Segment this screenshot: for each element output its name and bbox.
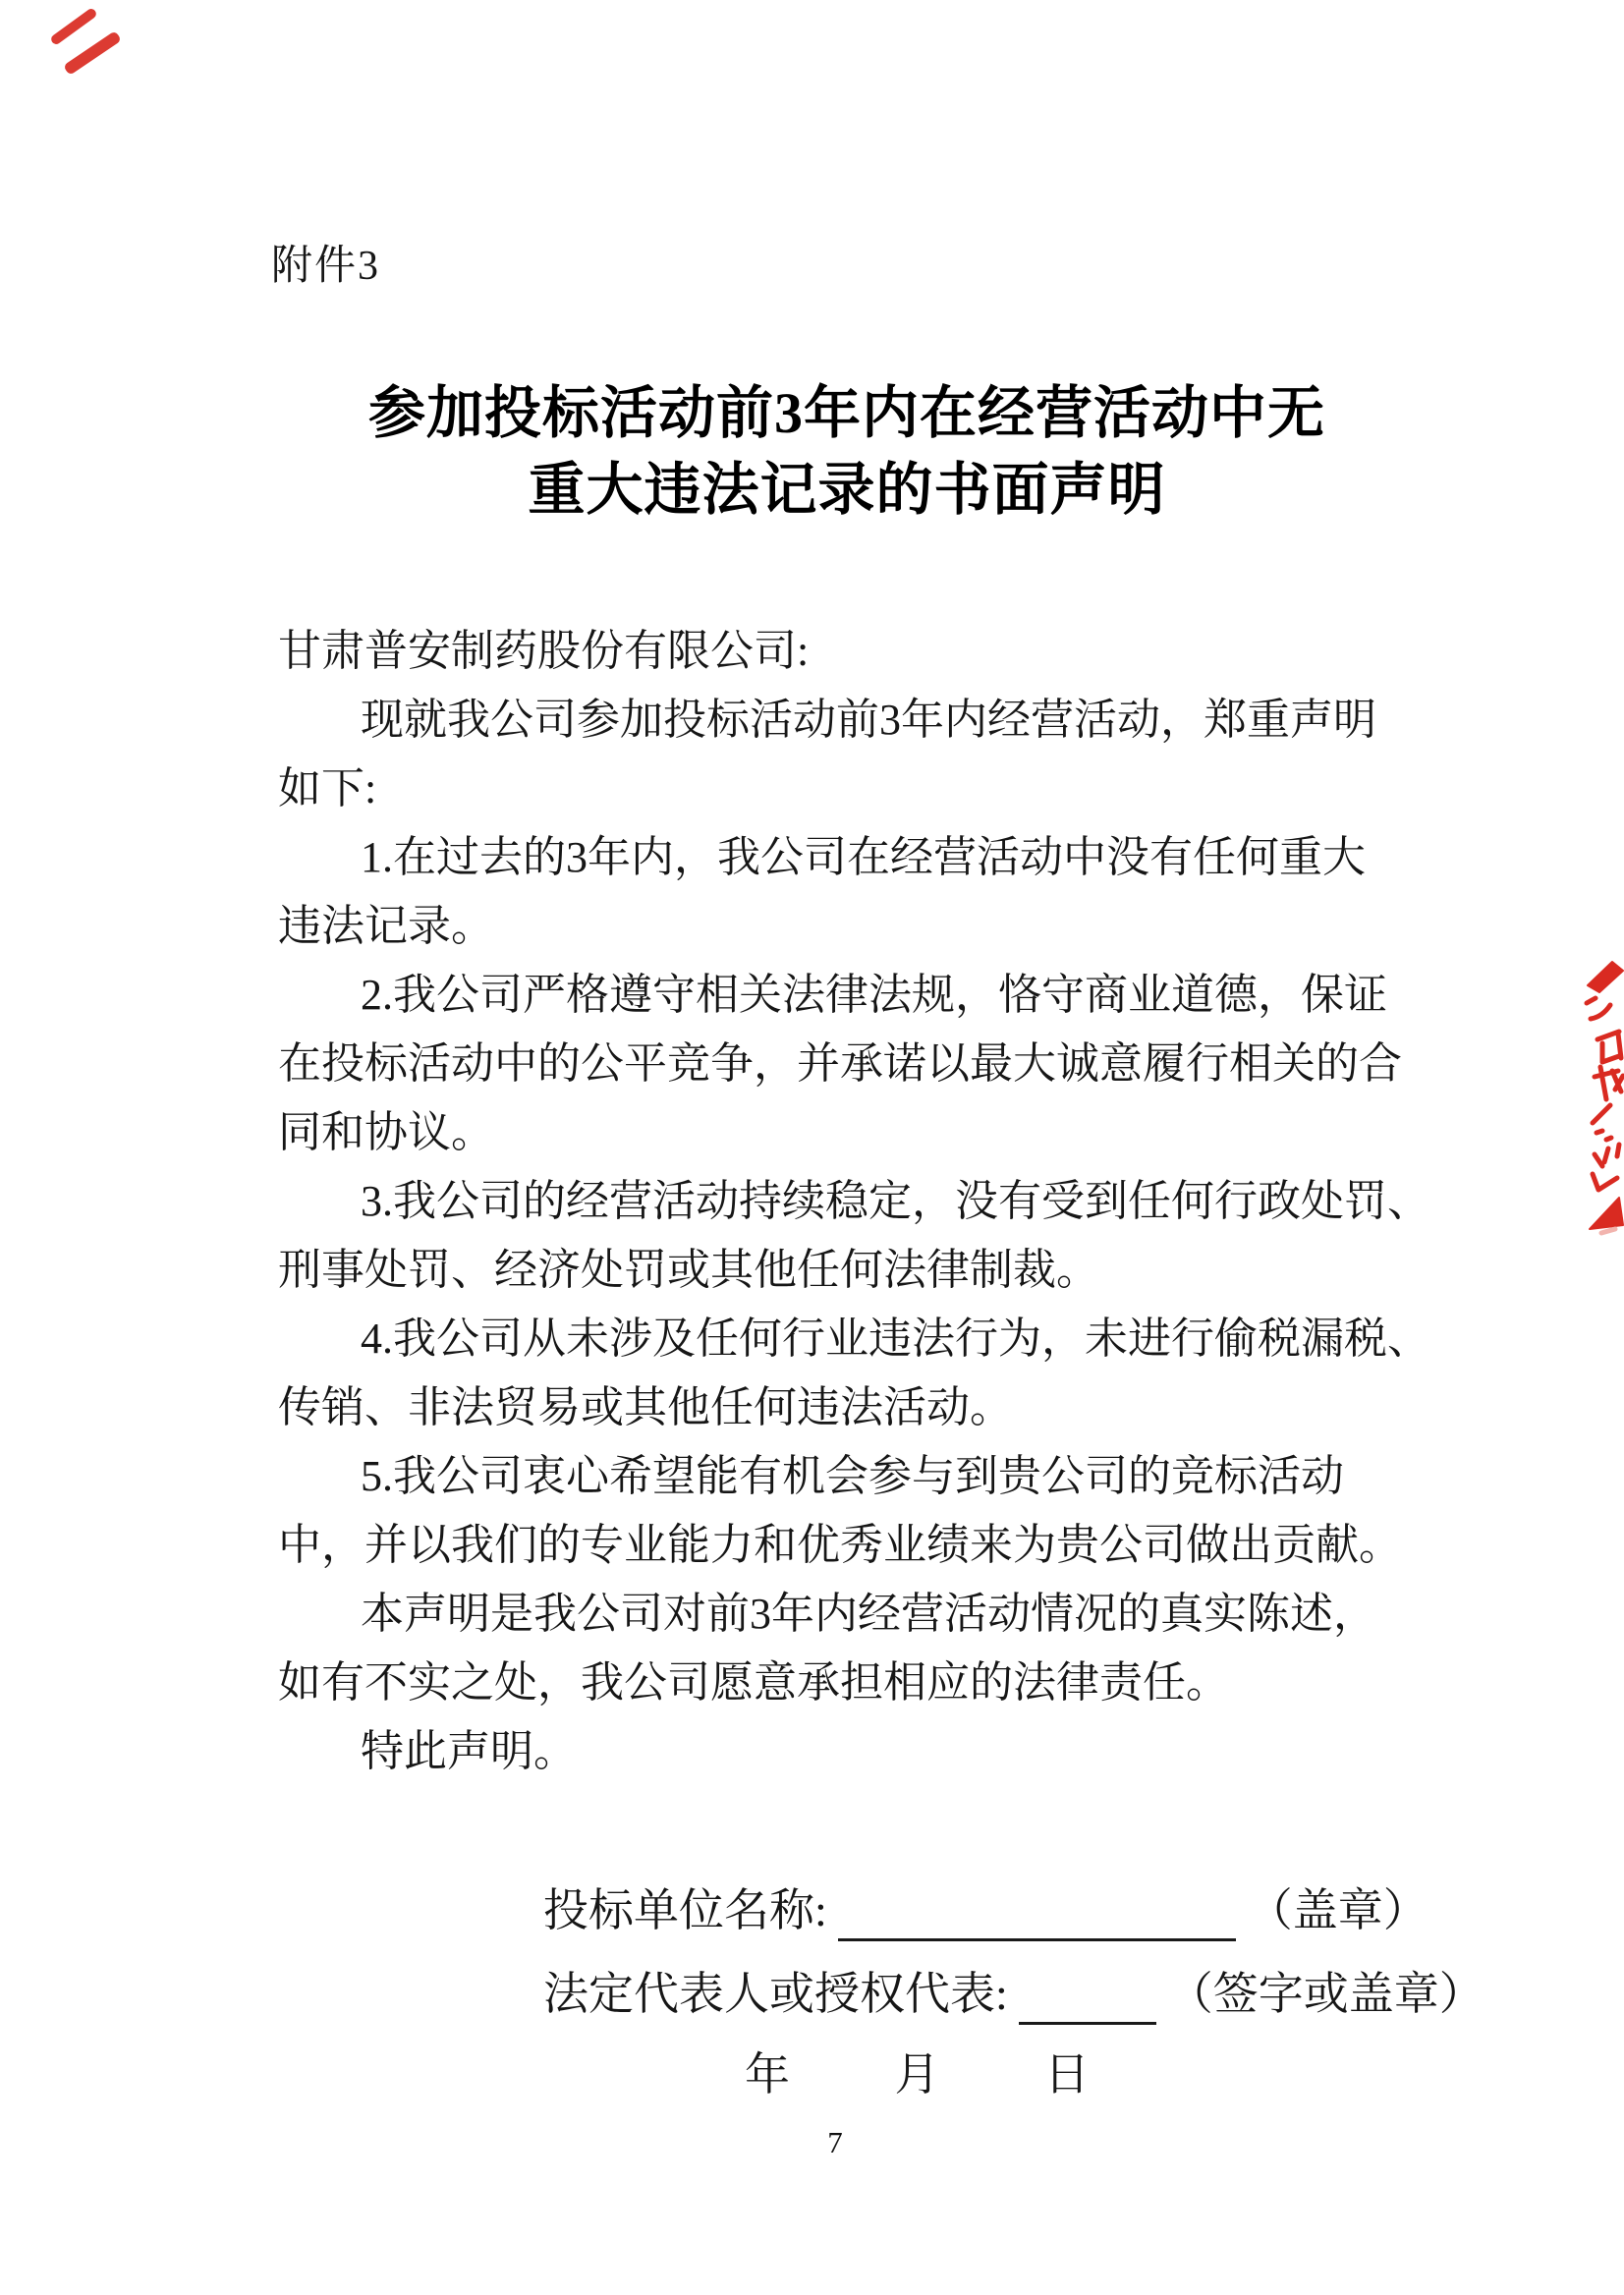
representative-blank-line [1019,1973,1156,2025]
body-line: 同和协议。 [278,1108,494,1156]
body-line: 甘肃普安制药股份有限公司: [278,627,810,675]
red-stamp-corner-mark [49,7,98,46]
body-line: 如下: [278,764,377,812]
body-line: 违法记录。 [278,902,494,950]
page-number: 7 [827,2125,843,2159]
representative-sign-note: （签字或盖章） [1167,1969,1484,2019]
body-text [278,617,1430,1786]
bidder-name-row [543,1880,1428,1941]
body-line: 在投标活动中的公平竞争，并承诺以最大诚意履行相关的合 [278,1039,1402,1088]
body-line: 1.在过去的3年内，我公司在经营活动中没有任何重大 [361,833,1366,881]
date-day-label: 日 [1044,2049,1090,2099]
red-seal-fragment-icon [1582,959,1624,1236]
bidder-name-blank-line [838,1889,1236,1941]
body-line: 中，并以我们的专业能力和优秀业绩来为贵公司做出贡献。 [278,1521,1402,1569]
bidder-name-seal-note: （盖章） [1247,1885,1428,1935]
date-month-label: 月 [894,2049,940,2099]
document-title [69,375,1624,529]
attachment-label: 附件3 [271,244,381,289]
body-line: 刑事处罚、经济处罚或其他任何法律制裁。 [278,1246,1099,1294]
body-line: 特此声明。 [361,1727,577,1775]
body-line: 3.我公司的经营活动持续稳定，没有受到任何行政处罚、 [361,1177,1430,1225]
body-line: 如有不实之处，我公司愿意承担相应的法律责任。 [278,1658,1229,1707]
body-line: 现就我公司参加投标活动前3年内经营活动，郑重声明 [361,696,1376,744]
red-stamp-corner-mark [63,30,122,76]
document-title-line2: 重大违法记录的书面声明 [528,458,1166,522]
body-line: 2.我公司严格遵守相关法律法规，恪守商业道德，保证 [361,971,1387,1019]
body-line: 5.我公司衷心希望能有机会参与到贵公司的竞标活动 [361,1452,1344,1500]
bidder-name-label: 投标单位名称: [543,1885,827,1935]
representative-label: 法定代表人或授权代表: [543,1969,1008,2019]
representative-row [543,1964,1484,2025]
body-line: 传销、非法贸易或其他任何违法活动。 [278,1383,1013,1431]
document-title-line1: 参加投标活动前3年内在经营活动中无 [367,381,1325,445]
date-year-label: 年 [745,2049,790,2099]
body-line: 4.我公司从未涉及任何行业违法行为，未进行偷税漏税、 [361,1315,1430,1363]
body-line: 本声明是我公司对前3年内经营活动情况的真实陈述， [361,1590,1376,1638]
date-row [745,2045,1090,2104]
